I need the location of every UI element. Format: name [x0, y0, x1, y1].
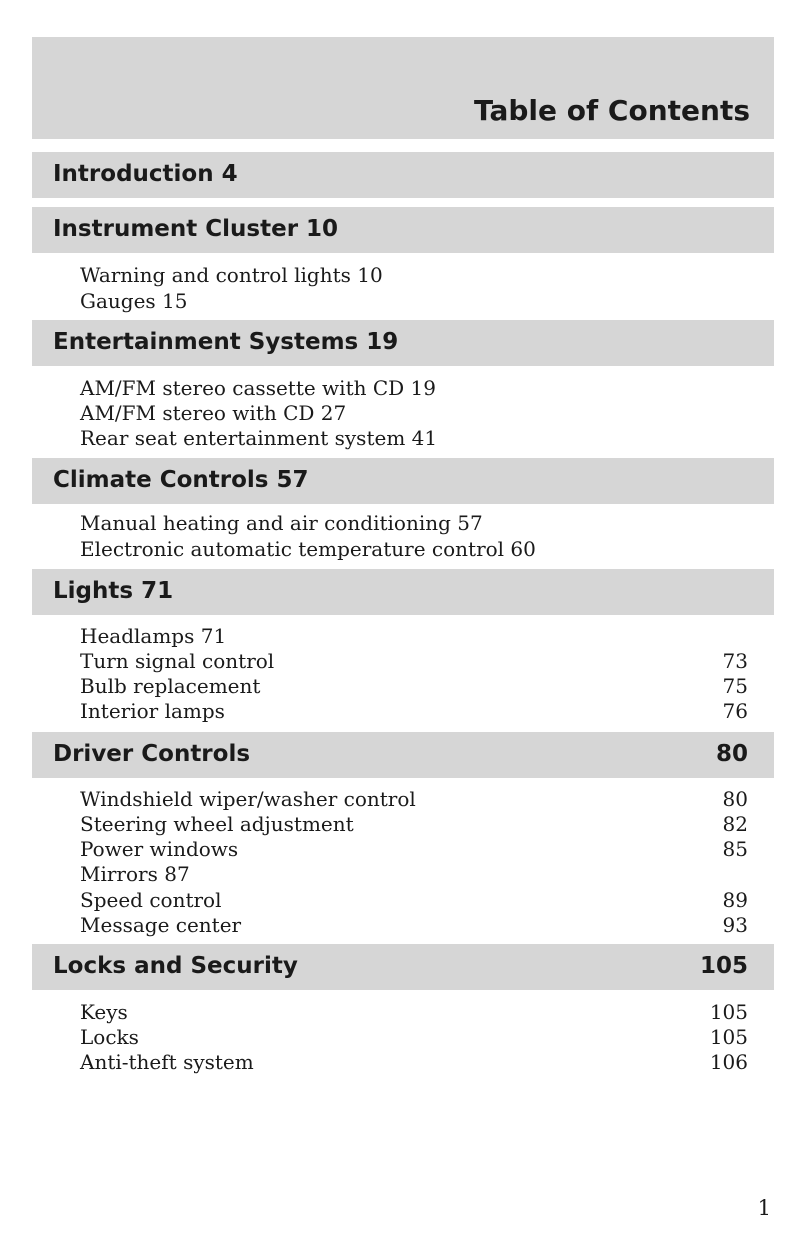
entry-title: Electronic automatic temperature control 60 [80, 537, 536, 561]
page-title: Table of Contents [473, 94, 750, 127]
entry-title: Rear seat entertainment system 41 [80, 426, 438, 450]
section-title: Driver Controls [53, 741, 251, 767]
entry-title: Warning and control lights 10 [80, 263, 383, 287]
entry-title: Interior lamps [80, 699, 225, 723]
section-title: Introduction 4 [53, 161, 238, 187]
page-number: 1 [757, 1196, 771, 1220]
section-introduction[interactable] [32, 152, 774, 198]
entry-title: Headlamps 71 [80, 624, 227, 648]
toc-entry[interactable] [80, 699, 748, 724]
toc-entry[interactable] [80, 837, 748, 862]
toc-entry[interactable] [80, 1050, 748, 1075]
section-entertainment-systems[interactable] [32, 320, 774, 366]
entry-title: Manual heating and air conditioning 57 [80, 511, 483, 535]
section-title: Entertainment Systems 19 [53, 329, 399, 355]
toc-entry[interactable] [80, 674, 748, 699]
section-page: 80 [715, 741, 748, 767]
entry-title: Keys [80, 1000, 128, 1024]
entry-title: AM/FM stereo with CD 27 [80, 401, 347, 425]
entry-title: Gauges 15 [80, 289, 188, 313]
toc-entry[interactable] [80, 913, 748, 938]
section-locks-and-security[interactable] [32, 944, 774, 990]
toc-entry[interactable] [80, 1000, 748, 1025]
entry-page: 73 [722, 649, 748, 673]
entry-title: Power windows [80, 837, 239, 861]
section-driver-controls[interactable] [32, 732, 774, 778]
entry-page: 105 [709, 1025, 748, 1049]
section-title: Climate Controls 57 [53, 467, 309, 493]
toc-entry[interactable] [80, 888, 748, 913]
entry-page: 80 [722, 787, 748, 811]
toc-entry[interactable] [80, 787, 748, 812]
entry-page: 105 [709, 1000, 748, 1024]
entry-title: Mirrors 87 [80, 862, 190, 886]
entry-title: Windshield wiper/washer control [80, 787, 416, 811]
toc-entry[interactable] [80, 862, 748, 887]
section-title: Lights 71 [53, 578, 174, 604]
entry-title: AM/FM stereo cassette with CD 19 [80, 376, 436, 400]
entry-title: Locks [80, 1025, 139, 1049]
entry-title: Anti-theft system [80, 1050, 254, 1074]
section-lights[interactable] [32, 569, 774, 615]
toc-entry[interactable] [80, 263, 748, 288]
toc-entry[interactable] [80, 649, 748, 674]
entry-page: 82 [722, 812, 748, 836]
section-climate-controls[interactable] [32, 458, 774, 504]
toc-entry[interactable] [80, 537, 748, 562]
entry-title: Steering wheel adjustment [80, 812, 354, 836]
toc-entry[interactable] [80, 1025, 748, 1050]
entry-page: 89 [722, 888, 748, 912]
section-title: Instrument Cluster 10 [53, 216, 339, 242]
toc-entry[interactable] [80, 624, 748, 649]
toc-entry[interactable] [80, 426, 748, 451]
entry-title: Turn signal control [80, 649, 275, 673]
entry-page: 85 [722, 837, 748, 861]
toc-entry[interactable] [80, 401, 748, 426]
entry-page: 76 [722, 699, 748, 723]
entry-title: Speed control [80, 888, 222, 912]
section-title: Locks and Security [53, 953, 298, 979]
entry-page: 75 [722, 674, 748, 698]
entry-title: Message center [80, 913, 242, 937]
toc-entry[interactable] [80, 376, 748, 401]
section-page: 105 [699, 953, 748, 979]
toc-entry[interactable] [80, 289, 748, 314]
section-instrument-cluster[interactable] [32, 207, 774, 253]
entry-page: 106 [709, 1050, 748, 1074]
entry-title: Bulb replacement [80, 674, 261, 698]
toc-entry[interactable] [80, 812, 748, 837]
entry-page: 93 [722, 913, 748, 937]
toc-entry[interactable] [80, 511, 748, 536]
toc-header [32, 37, 774, 139]
